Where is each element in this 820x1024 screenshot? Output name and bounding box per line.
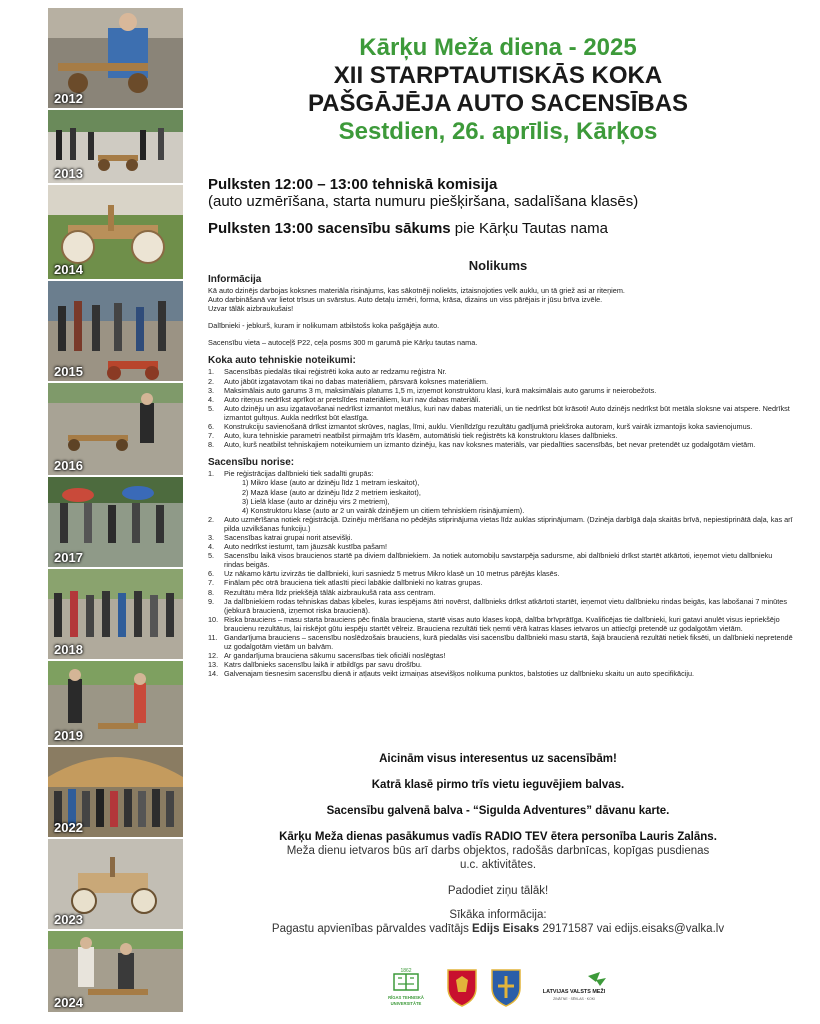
venue-text: Sacensību vieta – autoceļš P22, ceļa posms 300 m garumā pie Kārķu tautas nama. <box>208 338 478 348</box>
tech-rule-item <box>208 377 794 386</box>
rules-body <box>208 274 794 678</box>
race-rule-item <box>208 515 794 533</box>
tech-rule-item-number: 6. <box>208 422 215 432</box>
tech-rule-item-text: Sacensībās piedalās tikai reģistrēti koka auto ar redzamu reģistra Nr. <box>224 367 447 377</box>
race-rule-item-text: Katrs dalībnieks sacensību laikā ir atbildīgs par savu drošību. <box>224 660 422 670</box>
prizes-text: Katrā klasē pirmo trīs vietu ieguvējiem balvas. <box>371 779 625 791</box>
rtu-logo <box>376 966 436 1010</box>
race-rule-item <box>208 588 794 597</box>
photo-2023 <box>48 839 183 931</box>
extra-activities-line2: u.c. aktivitātes. <box>459 859 537 871</box>
year-label: 2017 <box>54 550 83 565</box>
schedule-tech-details: (auto uzmērīšana, starta numuru piešķiršana, sadalīšana klasēs) <box>208 193 639 210</box>
rules-heading: Nolikums <box>468 258 528 273</box>
tech-rule-item <box>208 404 794 422</box>
race-rules-list <box>208 515 794 679</box>
competition-title-line1: XII STARPTAUTISKĀS KOKA <box>333 62 663 89</box>
race-rule-item <box>208 551 794 569</box>
tech-rule-item-text: Konstrukciju savienošanā drīkst izmantot skrūves, naglas, līmi, auklu. Vienlīdzīgu rezultātu gadījumā priekšroka autoram, kurš vairāk izmantojis koka savienojumus. <box>224 422 753 432</box>
tech-rule-item <box>208 422 794 431</box>
race-rule-item-number: 7. <box>208 578 215 588</box>
contact-name: Edijs Eisaks <box>472 923 540 935</box>
race-rule-item-number: 13. <box>208 660 219 670</box>
rtu-emblem-icon <box>376 966 436 1010</box>
extra-activities-line1: Meža dienu ietvaros būs arī darbs objektos, radošās darbnīcas, kopīgas pusdienas <box>286 845 710 857</box>
race-rule-item-number: 9. <box>208 596 215 606</box>
race-rule-text: Pie reģistrācijas dalībnieki tiek sadalīti grupās: <box>224 469 374 479</box>
lvm-tagline: ZINĀTNE · SĒKLAS · KOKI <box>553 997 595 1001</box>
race-rule-item-number: 11. <box>208 633 218 642</box>
photo-strip <box>48 8 183 1012</box>
tech-rule-item <box>208 440 794 449</box>
main-content <box>196 0 800 1024</box>
class-item: 1) Mikro klase (auto ar dzinēju līdz 1 metram ieskaitot), <box>242 478 420 488</box>
race-rule-item-text: Galvenajam tiesnesim sacensību dienā ir atļauts veikt izmaiņas atsevišķos nolikuma punktos, balstoties uz dalībnieku skaitu un auto specifikāciju. <box>224 669 695 679</box>
race-rule-item-text: Auto nedrīkst iestumt, tam jāuzsāk kustība pašam! <box>224 542 388 552</box>
schedule-tech-time: Pulksten 12:00 – 13:00 tehniskā komisija <box>208 176 498 193</box>
year-label: 2015 <box>54 364 83 379</box>
year-label: 2016 <box>54 458 83 473</box>
host-text: Kārķu Meža dienas pasākumus vadīs RADIO TEV ētera personība Lauris Zalāns. <box>279 831 717 843</box>
race-rule-item-text: Ar gandarījuma brauciena sākumu sacensības tiek oficiāli noslēgtas! <box>224 651 446 661</box>
tech-rule-item-number: 8. <box>208 440 215 450</box>
share-text: Padodiet ziņu tālāk! <box>447 885 549 897</box>
info-line: Auto darbināšanā var lietot trīsus un svārstus. Auto detaļu izmēri, forma, krāsa, dizains un viss pārējais ir jūsu brīva izvēle. <box>208 295 603 305</box>
info-line: Kā auto dzinējs darbojas koksnes materiāla risinājums, kas sākotnēji noliekts, iztaisnojoties velk auklu, un tā griež asi ar riteņiem. <box>208 286 625 295</box>
tech-rule-item-text: Auto dzinēju un asu izgatavošanai nedrīkst izmantot metālus, kuri nav dabas materiāli, un tie nedrīkst būt krāsoti! Auto dzinējs nedrīkst būt metāla sloksne vai atspere. Nedrīkst izmantot gultņus. Aukla nedrīkst būt elastīga. <box>224 403 790 422</box>
race-rule-item-text: Sacensības katrai grupai norit atsevišķi. <box>224 532 353 542</box>
participants-text: Dalībnieki - jebkurš, kuram ir nolikumam atbilstošs koka pašgājēja auto. <box>208 321 440 331</box>
event-date: Sestdien, 26. aprīlis, Kārķos <box>338 118 658 145</box>
tech-rule-item <box>208 431 794 440</box>
tech-rule-item <box>208 395 794 404</box>
race-rule-item-number: 8. <box>208 587 215 597</box>
tech-rule-item-text: Auto jābūt izgatavotam tikai no dabas materiāliem, pārsvarā koksnes materiāliem. <box>224 376 489 386</box>
schedule-race-start <box>208 220 608 237</box>
year-label: 2013 <box>54 166 83 181</box>
race-rule-item-text: Riska brauciens – masu starta brauciens pēc fināla brauciena, startē visas auto klases kopā, dalība brīvprātīga. Kvalificējas tie dalībnieki, kuri gatavi anulēt visus iepriekšējo braucienu rezultātus, lai riskējot gūtu iespēju startēt vēlreiz. Brauciena rezultāti tiek ņemti vērā katras klases ietvaros un attiecīgi pretendē uz godalgotām vietām. <box>224 614 780 633</box>
tech-rule-item <box>208 367 794 376</box>
tech-rule-item <box>208 386 794 395</box>
race-rule-item-number: 12. <box>208 651 219 661</box>
race-rule-item <box>208 578 794 587</box>
race-rule-item-text: Ja dalībniekiem rodas tehniskas dabas ķibeles, kuras iespējams ātri novērst, dalībnieks drīkst atkārtoti startēt, ieņemot vietu dalībnieku rindas beigās, kas labošanai 7 minūtes (jebkurā braucienā, izņemot riska braucienā). <box>224 596 787 615</box>
tech-rule-item-number: 2. <box>208 376 215 386</box>
race-rule-item-number: 2. <box>208 514 215 524</box>
tech-rule-item-number: 3. <box>208 385 215 395</box>
race-rule-item-number: 10. <box>208 614 219 624</box>
photo-2014 <box>48 185 183 281</box>
lvm-logo <box>534 966 614 1010</box>
photo-2015 <box>48 281 183 383</box>
race-rule-item-number: 3. <box>208 532 215 542</box>
race-rule-item-text: Finālam pēc otrā brauciena tiek atlasīti pieci labākie dalībnieki no katras grupas. <box>224 578 483 588</box>
tech-rule-item-text: Auto, kura tehniskie parametri neatbilst pirmajām trīs klasēm, automātiski tiek reģistrēts kā konstruktoru klases dalībnieks. <box>224 431 618 441</box>
tech-rules-title: Koka auto tehniskie noteikumi: <box>208 355 356 367</box>
sponsor-logos <box>376 966 776 1010</box>
race-rule-item-number: 14. <box>208 669 219 679</box>
tech-rules-list <box>208 367 794 449</box>
schedule-tech-commission <box>208 176 497 193</box>
race-rule-item-number: 6. <box>208 569 215 579</box>
photo-2019 <box>48 661 183 747</box>
class-item: 3) Lielā klase (auto ar dzinēju virs 2 metriem), <box>242 496 390 506</box>
photo-2016 <box>48 383 183 477</box>
race-rule-item <box>208 615 794 633</box>
race-rules-title: Sacensību norise: <box>208 457 295 469</box>
race-rule-item <box>208 633 794 651</box>
tech-rule-item-number: 4. <box>208 394 215 404</box>
year-label: 2024 <box>54 995 83 1010</box>
tech-rule-item-number: 5. <box>208 403 215 413</box>
race-rule-item-number: 4. <box>208 542 215 552</box>
race-rule-item <box>208 569 794 578</box>
schedule-race-time: Pulksten 13:00 sacensību sākums <box>208 220 451 237</box>
photo-2017 <box>48 477 183 569</box>
info-title: Informācija <box>208 274 262 285</box>
race-rule-item <box>208 542 794 551</box>
competition-title-line2: PAŠGĀJĒJA AUTO SACENSĪBAS <box>307 90 689 117</box>
year-label: 2014 <box>54 262 83 277</box>
contact-role: Pagastu apvienības pārvaldes vadītājs <box>271 923 473 935</box>
race-rule-item <box>208 597 794 615</box>
race-rule-item <box>208 669 794 678</box>
karki-parish-logo <box>488 966 524 1010</box>
tech-rule-item-text: Maksimālais auto garums 3 m, maksimālais platums 1,5 m, izņemot konstruktoru klasi, kurā maksimālais auto garums ir neierobežots. <box>224 385 657 395</box>
tech-rule-item-number: 7. <box>208 431 215 441</box>
race-rule-item <box>208 651 794 660</box>
year-label: 2018 <box>54 642 83 657</box>
class-item: 2) Mazā klase (auto ar dzinēju līdz 2 metriem ieskaitot), <box>242 487 421 497</box>
red-shield-icon <box>444 966 480 1010</box>
race-rule-item-number: 5. <box>208 551 215 561</box>
photo-2012 <box>48 8 183 110</box>
lvm-emblem-icon <box>534 966 614 1010</box>
schedule-race-place: pie Kārķu Tautas nama <box>450 220 608 237</box>
race-rule-item-text: Auto uzmērīšana notiek reģistrācijā. Dzinēju mērīšana no pēdējās stiprinājuma vietas līdz auklas stiprinājumam. (Dzinēja darbīgā daļa skaitās brīvā, nepiestiprinātā daļa, kas arī pilda uzvilkšanas funkciju.) <box>224 514 793 533</box>
race-rule-item-text: Sacensību laikā visos braucienos startē pa diviem dalībniekiem. Ja notiek automobiļu savstarpēja sadursme, abi dalībnieki drīkst startēt atkārtoti, ieņemot vietu dalībnieku rindas beigās. <box>224 551 773 570</box>
class-item: 4) Konstruktoru klase (auto ar 2 un vairāk dzinējiem un citiem tehniskiem risinājumiem). <box>242 505 525 515</box>
more-info-label: Sīkāka informācija: <box>449 909 547 921</box>
race-rule-item <box>208 660 794 669</box>
contact-details: 29171587 vai edijs.eisaks@valka.lv <box>539 923 725 935</box>
photo-2024 <box>48 931 183 1012</box>
lvm-name: LATVIJAS VALSTS MEŽI <box>542 989 606 995</box>
invite-text: Aicinām visus interesentus uz sacensībām! <box>379 753 617 765</box>
blue-shield-icon <box>488 966 524 1010</box>
info-line: Uzvar tālāk aizbraukušais! <box>208 304 294 314</box>
year-label: 2019 <box>54 728 83 743</box>
valka-county-logo <box>444 966 480 1010</box>
main-prize-text: Sacensību galvenā balva - “Sigulda Adventures” dāvanu karte. <box>326 805 670 817</box>
photo-2013 <box>48 110 183 185</box>
race-rule-item: 1. Pie reģistrācijas dalībnieki tiek sadalīti grupās: <box>208 469 374 479</box>
tech-rule-item-text: Auto riteņus nedrīkst aprīkot ar pretslīdes materiāliem, kuri nav dabas materiāli. <box>224 394 481 404</box>
event-title: Kārķu Meža diena - 2025 <box>359 34 637 61</box>
tech-rule-item-number: 1. <box>208 367 215 377</box>
tech-rule-item-text: Auto, kurš neatbilst tehniskajiem noteikumiem un izmanto dzinēju, kas nav koksnes materiāls, var piedalīties sacensībās, bet nevar pretendēt uz godalgotām vietām. <box>224 440 756 450</box>
race-rule-item-text: Gandarījuma brauciens – sacensību noslēdzošais brauciens, kurā piedalās visi sacensību dalībnieki masu startā, šajā braucienā rezultāti netiek fiksēti, un dalībnieki nepretendē uz godalgotām vietām un balvām. <box>224 633 793 652</box>
year-label: 2023 <box>54 912 83 927</box>
year-label: 2022 <box>54 820 83 835</box>
photo-2022 <box>48 747 183 839</box>
race-rule-item-text: Rezultātu mēra līdz priekšējā tālāk aizbraukušā rata ass centram. <box>224 587 436 597</box>
year-label: 2012 <box>54 91 83 106</box>
rtu-name-line2: UNIVERSITĀTE <box>390 1001 422 1006</box>
rtu-name-line1: RĪGAS TEHNISKĀ <box>388 995 424 1000</box>
contact-line <box>196 922 800 936</box>
race-rule-item-text: Uz nākamo kārtu izvirzās tie dalībnieki, kuri sasniedz 5 metrus Mikro klasē un 10 metrus pārējās klasēs. <box>224 569 560 579</box>
race-rule-item <box>208 533 794 542</box>
photo-2018 <box>48 569 183 661</box>
rtu-year: 1862 <box>400 968 412 974</box>
